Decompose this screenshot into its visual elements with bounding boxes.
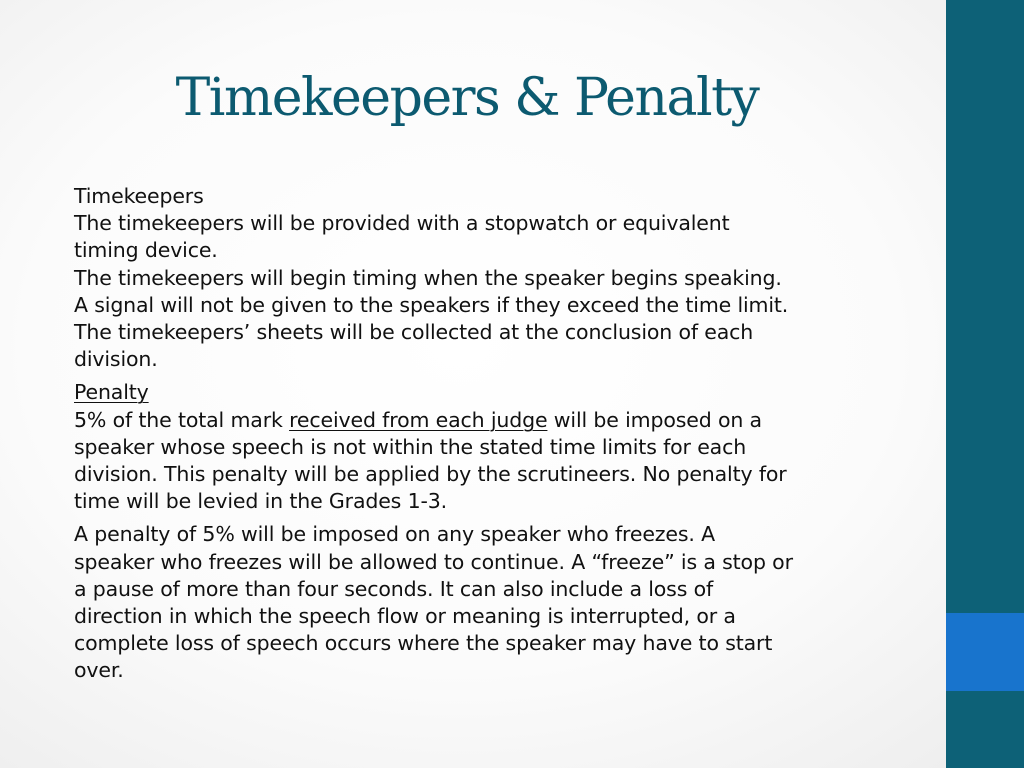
slide-title: Timekeepers & Penalty	[175, 68, 759, 128]
freeze-text-5: complete loss of speech occurs where the speaker may have to start	[74, 631, 773, 656]
timekeepers-text-3: The timekeepers will begin timing when the speaker begins speaking.	[74, 265, 782, 290]
freeze-text-3: a pause of more than four seconds. It can also include a loss of	[74, 576, 714, 601]
penalty-text-4: time will be levied in the Grades 1-3.	[74, 489, 447, 514]
timekeepers-text-6: division.	[74, 347, 158, 372]
penalty-text-1	[74, 407, 910, 434]
timekeepers-heading: Timekeepers	[74, 184, 204, 208]
penalty-text-1-underlined: received from each judge	[289, 407, 548, 432]
penalty-section	[74, 379, 910, 515]
slide-body	[74, 183, 910, 685]
freeze-text-4: direction in which the speech flow or meaning is interrupted, or a	[74, 604, 736, 629]
timekeepers-section	[74, 183, 910, 373]
penalty-heading-line	[74, 379, 910, 406]
freeze-text-6: over.	[74, 658, 124, 683]
penalty-text-1-before: 5% of the total mark	[74, 407, 290, 432]
freeze-text-2: speaker who freezes will be allowed to continue. A “freeze” is a stop or	[74, 549, 793, 574]
penalty-heading: Penalty	[74, 380, 149, 405]
timekeepers-text-1: The timekeepers will be provided with a stopwatch or equivalent	[74, 211, 730, 236]
penalty-text-1-after: will be imposed on a	[547, 407, 762, 432]
penalty-text-2: speaker whose speech is not within the stated time limits for each	[74, 434, 747, 459]
penalty-text-3: division. This penalty will be applied by the scrutineers. No penalty for	[74, 462, 787, 487]
timekeepers-text-2: timing device.	[74, 238, 218, 263]
timekeepers-text-4: A signal will not be given to the speakers if they exceed the time limit.	[74, 292, 789, 317]
freeze-text-1: A penalty of 5% will be imposed on any speaker who freezes. A	[74, 522, 715, 547]
freeze-section	[74, 521, 910, 684]
side-accent-block	[946, 613, 1024, 691]
timekeepers-text-5: The timekeepers’ sheets will be collected at the conclusion of each	[74, 320, 754, 345]
